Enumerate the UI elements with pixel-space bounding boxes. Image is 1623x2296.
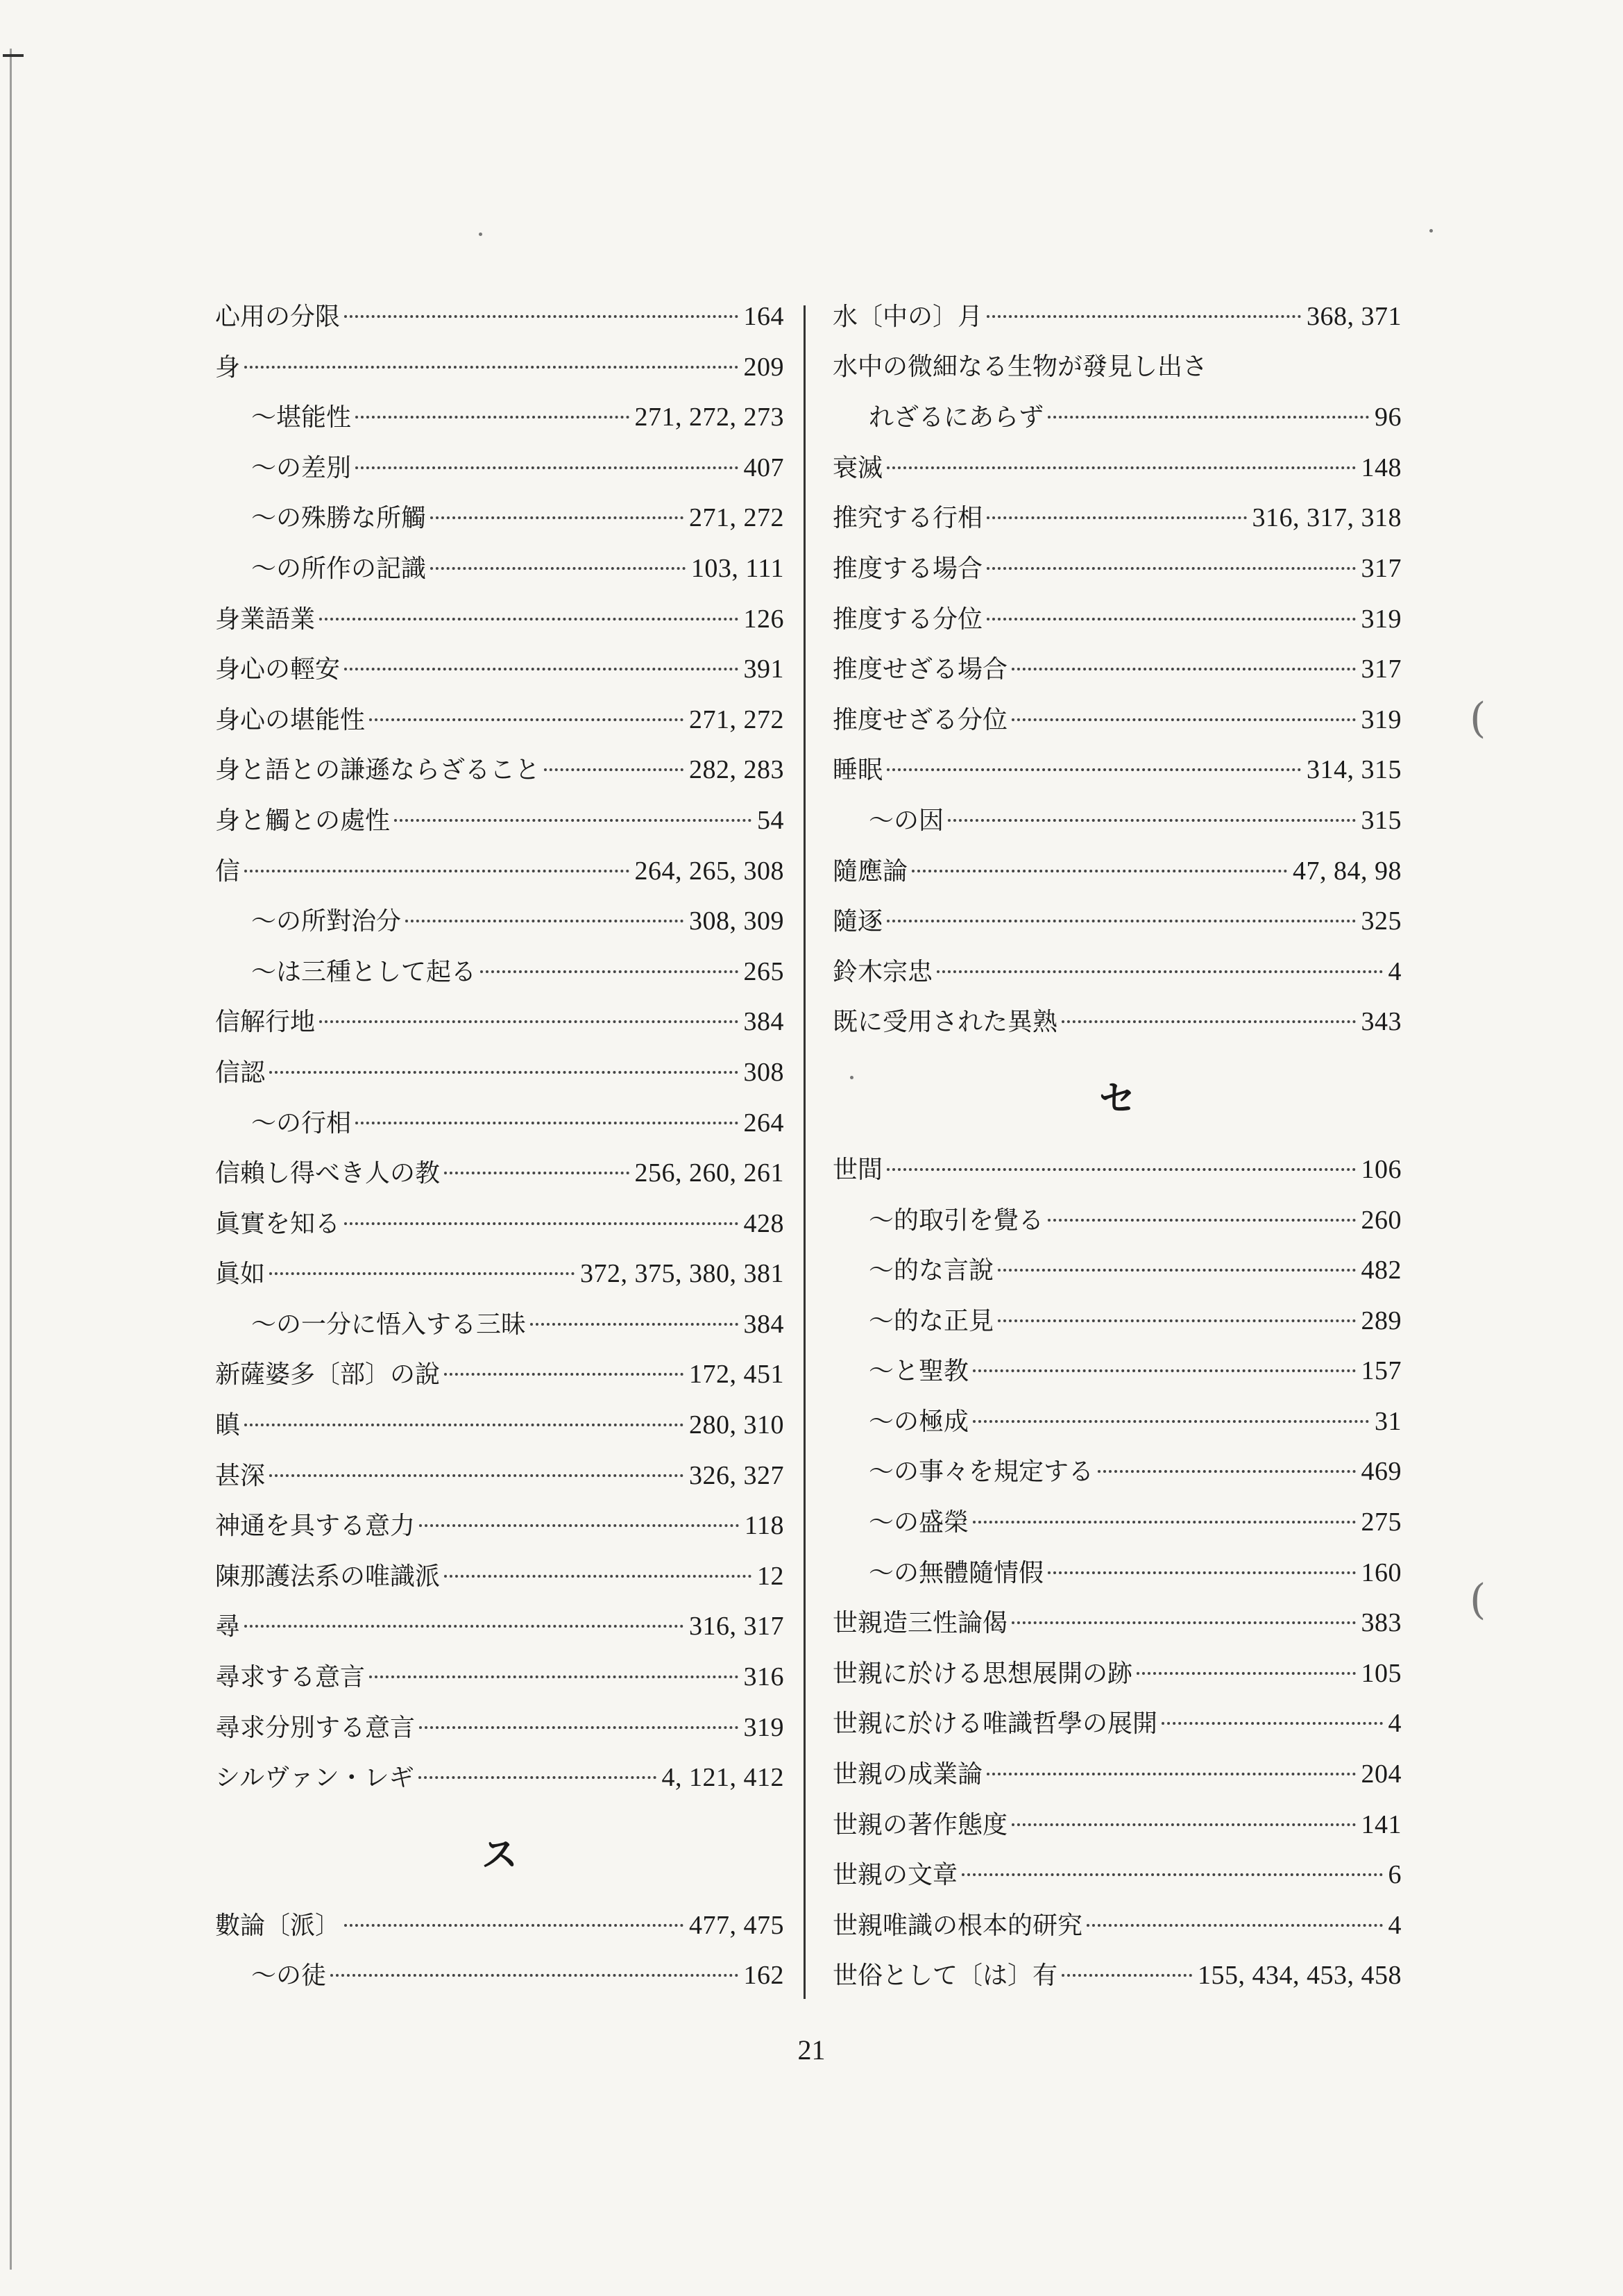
dot-leader <box>962 1873 1382 1876</box>
index-entry <box>215 1098 784 1149</box>
entry-term: 世親造三性論偈 <box>833 1609 1008 1638</box>
right-entries-b <box>833 1145 1402 2001</box>
index-entry <box>215 1451 784 1501</box>
dot-leader <box>430 567 686 570</box>
dot-leader <box>319 618 738 621</box>
index-entry <box>215 594 784 645</box>
dot-leader <box>269 1474 683 1477</box>
right-entries-a <box>833 443 1402 1047</box>
entry-term: 〜の徒 <box>251 1961 327 1991</box>
speck <box>850 1076 853 1079</box>
index-entry <box>833 292 1402 342</box>
index-entry <box>833 543 1402 594</box>
entry-pages: 343 <box>1361 1007 1402 1037</box>
index-entry <box>833 1698 1402 1749</box>
entry-term: 神通を具する意力 <box>215 1512 416 1541</box>
dot-leader <box>480 970 738 973</box>
entry-term: 瞋 <box>215 1411 241 1440</box>
index-entry <box>215 896 784 947</box>
index-entry <box>833 947 1402 997</box>
dot-leader <box>544 768 683 771</box>
index-entry <box>833 1245 1402 1296</box>
dot-leader <box>444 1575 751 1578</box>
entry-term: 隨逐 <box>833 907 883 936</box>
entry-pages: 384 <box>743 1007 784 1037</box>
index-entry <box>833 1598 1402 1648</box>
index-entry <box>833 644 1402 695</box>
entry-term: 新薩婆多〔部〕の說 <box>215 1360 441 1390</box>
index-entry <box>833 695 1402 745</box>
entry-term: 信賴し得べき人の教 <box>215 1159 441 1188</box>
index-entry <box>833 745 1402 795</box>
entry-pages: 54 <box>757 805 784 835</box>
index-entry <box>215 1601 784 1652</box>
entry-term: 數論〔派〕 <box>215 1911 341 1940</box>
index-entry-continuation <box>833 392 1402 443</box>
index-entry <box>833 1396 1402 1447</box>
index-entry <box>833 1145 1402 1195</box>
entry-term: 信認 <box>215 1058 266 1087</box>
dot-leader <box>419 1524 739 1527</box>
entry-term: れざるにあらず <box>869 403 1044 432</box>
index-entry <box>215 644 784 695</box>
dot-leader <box>948 819 1355 822</box>
entry-term: 世俗として〔は〕有 <box>833 1961 1058 1991</box>
index-entry <box>833 594 1402 645</box>
left-entries-b <box>215 1900 784 2001</box>
page-number: 21 <box>797 2034 826 2066</box>
entry-pages: 372, 375, 380, 381 <box>580 1259 784 1289</box>
entry-term: 〜の所對治分 <box>251 907 402 936</box>
entry-pages: 105 <box>1361 1658 1402 1688</box>
dot-leader <box>937 970 1382 973</box>
index-entry <box>215 443 784 493</box>
entry-pages: 160 <box>1361 1558 1402 1587</box>
index-entry <box>833 493 1402 543</box>
entry-pages: 172, 451 <box>689 1360 784 1390</box>
dot-leader <box>1062 1020 1355 1023</box>
dot-leader <box>887 768 1301 771</box>
dot-leader <box>344 315 738 318</box>
entry-term: 身と觸との處性 <box>215 806 391 835</box>
entry-term: 甚深 <box>215 1461 266 1490</box>
dot-leader <box>987 315 1301 318</box>
index-entry <box>215 1299 784 1350</box>
index-entry <box>215 1349 784 1400</box>
entry-pages: 407 <box>743 453 784 482</box>
index-entry <box>833 1548 1402 1598</box>
binding-edge-line <box>10 49 12 2270</box>
index-entry <box>215 1249 784 1299</box>
dot-leader <box>887 466 1355 469</box>
entry-pages: 204 <box>1361 1759 1402 1789</box>
entry-pages: 260 <box>1361 1205 1402 1235</box>
dot-leader <box>887 1168 1355 1171</box>
index-entry <box>215 997 784 1047</box>
dot-leader <box>330 1974 738 1977</box>
entry-pages: 289 <box>1361 1306 1402 1335</box>
entry-pages: 428 <box>743 1208 784 1238</box>
entry-pages: 106 <box>1361 1154 1402 1184</box>
entry-term: 身と語との謙遜ならざること <box>215 756 541 785</box>
entry-term: 〜の無體隨情假 <box>869 1558 1044 1587</box>
margin-mark: ( <box>1470 1576 1486 1624</box>
right-column <box>833 292 1402 2001</box>
index-entry <box>215 1148 784 1199</box>
entry-term: 身 <box>215 353 241 382</box>
entry-pages: 314, 315 <box>1307 755 1402 785</box>
dot-leader <box>998 1319 1355 1322</box>
entry-term: 世間 <box>833 1155 883 1184</box>
dot-leader <box>1012 718 1355 721</box>
dot-leader <box>1048 1571 1355 1574</box>
entry-pages: 308 <box>743 1057 784 1087</box>
entry-term: 陳那護法系の唯識派 <box>215 1562 441 1591</box>
index-entry <box>833 1749 1402 1800</box>
dot-leader <box>369 718 683 721</box>
entry-pages: 47, 84, 98 <box>1293 856 1402 886</box>
entry-pages: 325 <box>1361 906 1402 936</box>
column-divider <box>804 305 806 1999</box>
index-entry <box>833 896 1402 947</box>
entry-term: 既に受用された異熟 <box>833 1008 1058 1037</box>
entry-pages: 316, 317 <box>689 1612 784 1641</box>
entry-pages: 264 <box>743 1108 784 1138</box>
dot-leader <box>419 1726 738 1729</box>
index-entry <box>215 493 784 543</box>
entry-term: 衰滅 <box>833 453 883 482</box>
entry-term: 眞實を知る <box>215 1209 341 1238</box>
entry-term: 世親唯識の根本的研究 <box>833 1911 1083 1940</box>
entry-pages: 469 <box>1361 1457 1402 1487</box>
entry-pages: 256, 260, 261 <box>634 1158 784 1188</box>
index-entry <box>215 392 784 443</box>
entry-pages: 141 <box>1361 1809 1402 1839</box>
index-entry <box>215 1950 784 2001</box>
entry-pages: 126 <box>743 604 784 634</box>
entry-term: 〜的取引を覺る <box>869 1206 1044 1235</box>
index-entry <box>833 846 1402 897</box>
dot-leader <box>887 920 1355 922</box>
index-entry <box>833 443 1402 493</box>
entry-pages: 164 <box>743 302 784 331</box>
entry-term: 〜は三種として起る <box>251 957 477 986</box>
dot-leader <box>530 1323 738 1326</box>
entry-term: 推度せざる場合 <box>833 655 1008 684</box>
dot-leader <box>987 1773 1355 1775</box>
index-entry <box>215 947 784 997</box>
entry-pages: 162 <box>743 1961 784 1991</box>
entry-pages: 477, 475 <box>689 1910 784 1940</box>
dot-leader <box>244 870 629 872</box>
index-entry <box>833 1497 1402 1548</box>
entry-pages: 317 <box>1361 655 1402 684</box>
entry-term: 推度せざる分位 <box>833 705 1008 734</box>
dot-leader <box>244 1625 683 1628</box>
entry-pages: 103, 111 <box>690 553 784 583</box>
index-entry <box>215 1900 784 1951</box>
index-entry <box>833 1195 1402 1246</box>
entry-term: 尋 <box>215 1612 241 1641</box>
entry-pages: 157 <box>1361 1356 1402 1386</box>
entry-term: 鈴木宗忠 <box>833 957 933 986</box>
margin-mark: ( <box>1470 694 1486 743</box>
dot-leader <box>1012 1621 1355 1624</box>
entry-term: 〜の極成 <box>869 1407 969 1436</box>
entry-term: 心用の分限 <box>215 303 341 331</box>
entry-term-line1: 水中の微細なる生物が發見し出さ <box>833 352 1208 381</box>
section-heading-su: ス <box>481 1834 518 1876</box>
entry-pages: 315 <box>1361 805 1402 835</box>
entry-pages: 271, 272, 273 <box>634 403 784 432</box>
entry-term: 尋求する意言 <box>215 1663 366 1692</box>
dot-leader <box>973 1369 1355 1372</box>
speck <box>1429 229 1433 233</box>
entry-term: 眞如 <box>215 1260 266 1289</box>
dot-leader <box>1137 1672 1355 1675</box>
entry-pages: 148 <box>1361 453 1402 482</box>
index-entry <box>833 1850 1402 1900</box>
entry-term: 世親に於ける唯識哲學の展開 <box>833 1710 1158 1739</box>
entry-pages: 482 <box>1361 1256 1402 1285</box>
section-heading-se: セ <box>1098 1078 1135 1120</box>
entry-pages: 12 <box>757 1561 784 1591</box>
entry-term: シルヴァン・レギ <box>215 1764 414 1793</box>
entry-pages: 4 <box>1388 956 1402 986</box>
dot-leader <box>1062 1974 1192 1977</box>
entry-term: 〜堪能性 <box>251 403 352 432</box>
index-entry <box>833 997 1402 1047</box>
dot-leader <box>1098 1470 1355 1473</box>
dot-leader <box>1162 1722 1382 1725</box>
dot-leader <box>987 516 1246 519</box>
dot-leader <box>394 819 751 822</box>
dot-leader <box>444 1172 629 1174</box>
entry-term: 〜の盛榮 <box>869 1508 969 1537</box>
dot-leader <box>244 1424 683 1426</box>
entry-pages: 4 <box>1388 1910 1402 1940</box>
dot-leader <box>912 870 1287 872</box>
entry-pages: 271, 272 <box>689 503 784 533</box>
dot-leader <box>355 466 738 469</box>
left-entries-a <box>215 292 784 1803</box>
index-entry <box>215 1551 784 1602</box>
dot-leader <box>405 920 683 922</box>
entry-pages: 271, 272 <box>689 704 784 734</box>
index-entry <box>833 1346 1402 1396</box>
entry-pages: 118 <box>744 1511 784 1541</box>
entry-pages: 319 <box>1361 604 1402 634</box>
dot-leader <box>998 1269 1355 1272</box>
entry-term: 推度する分位 <box>833 605 983 634</box>
left-column <box>215 292 784 2001</box>
dot-leader <box>269 1071 738 1074</box>
entry-term: 隨應論 <box>833 856 908 886</box>
dot-leader <box>430 516 683 519</box>
index-entry <box>215 795 784 846</box>
dot-leader <box>344 1222 738 1225</box>
index-entry <box>215 695 784 745</box>
index-entry <box>833 1446 1402 1497</box>
entry-term: 信解行地 <box>215 1008 316 1037</box>
entry-pages: 316 <box>743 1662 784 1692</box>
entry-pages: 391 <box>743 655 784 684</box>
index-entry <box>215 745 784 795</box>
entry-term: 〜の一分に悟入する三昧 <box>251 1310 527 1339</box>
index-entry <box>833 1950 1402 2001</box>
entry-pages: 319 <box>1361 704 1402 734</box>
entry-term: 〜の所作の記識 <box>251 554 427 583</box>
entry-pages: 383 <box>1361 1608 1402 1638</box>
entry-pages: 308, 309 <box>689 906 784 936</box>
entry-term: 〜の事々を規定する <box>869 1458 1094 1487</box>
index-entry <box>833 1900 1402 1951</box>
dot-leader <box>973 1521 1355 1523</box>
dot-leader <box>319 1020 738 1023</box>
entry-pages: 384 <box>743 1309 784 1339</box>
dot-leader <box>369 1675 738 1678</box>
entry-pages: 96 <box>1375 403 1402 432</box>
index-entry <box>215 1047 784 1098</box>
binding-edge-tick <box>3 54 24 57</box>
index-entry <box>215 846 784 897</box>
entry-pages: 6 <box>1388 1860 1402 1890</box>
dot-leader <box>1012 668 1355 670</box>
dot-leader <box>418 1776 656 1779</box>
dot-leader <box>987 618 1355 621</box>
entry-pages: 265 <box>743 956 784 986</box>
entry-term: 〜の因 <box>869 806 944 835</box>
entry-term: 世親の文章 <box>833 1861 958 1890</box>
dot-leader <box>987 567 1355 570</box>
dot-leader <box>1012 1823 1355 1826</box>
entry-pages: 209 <box>743 352 784 382</box>
speck <box>479 233 482 236</box>
dot-leader <box>269 1272 575 1275</box>
index-entry <box>215 1400 784 1451</box>
dot-leader <box>1048 416 1369 419</box>
dot-leader <box>344 1924 683 1927</box>
entry-term: 睡眠 <box>833 756 883 785</box>
dot-leader <box>355 1122 738 1124</box>
entry-term: 〜の殊勝な所觸 <box>251 504 427 533</box>
entry-term: 〜の差別 <box>251 453 352 482</box>
entry-term: 尋求分別する意言 <box>215 1713 416 1742</box>
entry-pages: 319 <box>743 1712 784 1742</box>
entry-pages: 155, 434, 453, 458 <box>1198 1961 1402 1991</box>
index-entry <box>833 795 1402 846</box>
index-entry <box>833 1648 1402 1699</box>
dot-leader <box>244 366 738 369</box>
entry-term: 〜的な言說 <box>869 1256 994 1285</box>
entry-pages: 368, 371 <box>1307 302 1402 331</box>
entry-pages: 326, 327 <box>689 1460 784 1490</box>
entry-term: 身心の輕安 <box>215 655 341 684</box>
index-entry <box>215 1199 784 1249</box>
dot-leader <box>973 1420 1369 1423</box>
index-entry <box>215 1703 784 1753</box>
entry-term: 推度する場合 <box>833 554 983 583</box>
dot-leader <box>355 416 629 419</box>
index-entry <box>833 1296 1402 1347</box>
entry-term: 身業語業 <box>215 605 316 634</box>
entry-pages: 317 <box>1361 553 1402 583</box>
index-entry <box>215 543 784 594</box>
entry-pages: 280, 310 <box>689 1410 784 1440</box>
entry-pages: 316, 317, 318 <box>1252 503 1402 533</box>
dot-leader <box>1048 1219 1355 1222</box>
dot-leader <box>444 1373 683 1376</box>
index-entry <box>215 342 784 393</box>
entry-pages: 264, 265, 308 <box>634 856 784 886</box>
entry-pages: 275 <box>1361 1508 1402 1537</box>
entry-term: 身心の堪能性 <box>215 705 366 734</box>
entry-term: 〜の行相 <box>251 1108 352 1138</box>
entry-term: 推究する行相 <box>833 504 983 533</box>
index-entry <box>833 1800 1402 1850</box>
entry-term: 世親の著作態度 <box>833 1810 1008 1839</box>
entry-pages: 282, 283 <box>689 755 784 785</box>
index-entry <box>215 292 784 342</box>
index-entry <box>215 1501 784 1551</box>
entry-pages: 4 <box>1388 1709 1402 1739</box>
entry-term: 〜と聖教 <box>869 1357 969 1386</box>
dot-leader <box>1087 1924 1382 1927</box>
dot-leader <box>344 668 738 670</box>
entry-pages: 4, 121, 412 <box>661 1763 784 1793</box>
entry-term: 世親の成業論 <box>833 1760 983 1789</box>
entry-term: 水〔中の〕月 <box>833 303 983 331</box>
entry-term: 〜的な正見 <box>869 1306 994 1335</box>
index-entry <box>215 1753 784 1803</box>
index-entry <box>215 1652 784 1703</box>
entry-term: 世親に於ける思想展開の跡 <box>833 1659 1133 1688</box>
entry-term: 信 <box>215 856 241 886</box>
entry-pages: 31 <box>1375 1406 1402 1436</box>
